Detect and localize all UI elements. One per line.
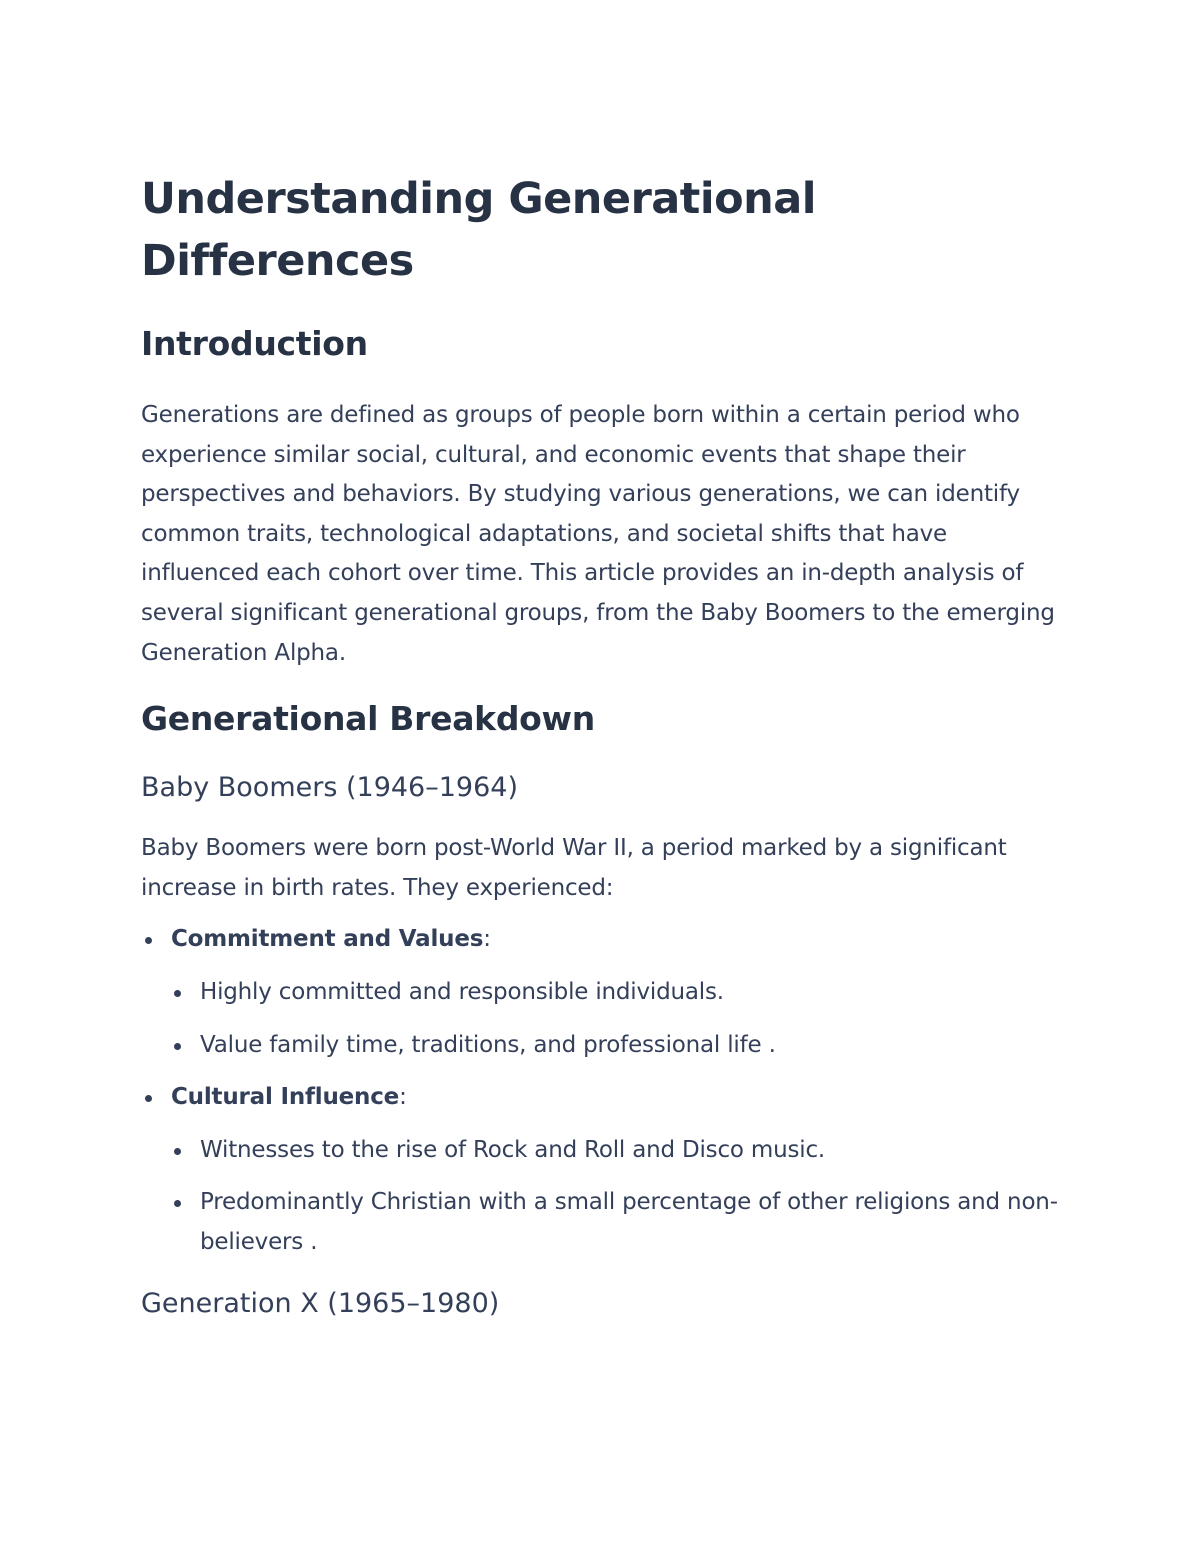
document-title bbox=[141, 168, 1071, 292]
list-item-cultural-influence bbox=[141, 1078, 1071, 1262]
introduction-paragraph: Generations are defined as groups of people born within a certain period who experience similar social, cultural, and economic events that shape their perspectives and behaviors. By studying various generations, we can identify common traits, technological adaptations, and societal shifts that have influenced each cohort over time. This article provides an in-depth analysis of several significant generational groups, from the Baby Boomers to the emerging Generation Alpha. bbox=[141, 402, 1055, 666]
generational-breakdown-heading: Generational Breakdown bbox=[141, 699, 595, 739]
baby-boomers-heading: Baby Boomers (1946–1964) bbox=[141, 772, 518, 804]
baby-boomers-list bbox=[141, 920, 1071, 1262]
list-item-suffix: : bbox=[483, 926, 491, 953]
sub-list-item: Highly committed and responsible individuals. bbox=[171, 973, 1071, 1013]
sub-list-item: Witnesses to the rise of Rock and Roll and Disco music. bbox=[171, 1131, 1071, 1171]
sub-list-item: Value family time, traditions, and professional life . bbox=[171, 1026, 1071, 1066]
generation-x-heading: Generation X (1965–1980) bbox=[141, 1287, 500, 1319]
list-item-label: Commitment and Values bbox=[171, 926, 484, 953]
sub-list bbox=[171, 973, 1071, 1065]
introduction-heading: Introduction bbox=[141, 324, 368, 363]
list-item-commitment-values bbox=[141, 920, 1071, 1065]
document-page bbox=[141, 168, 1071, 1323]
list-item-label: Cultural Influence bbox=[171, 1084, 400, 1111]
title-line-1: Understanding Generational bbox=[141, 174, 816, 224]
sub-list bbox=[171, 1131, 1071, 1263]
baby-boomers-paragraph: Baby Boomers were born post-World War II, a period marked by a significant increase in birth rates. They experienced: bbox=[141, 835, 1007, 901]
list-item-suffix: : bbox=[399, 1084, 407, 1111]
sub-list-item: Predominantly Christian with a small percentage of other religions and non-believers . bbox=[171, 1183, 1071, 1262]
title-line-2: Differences bbox=[141, 236, 414, 286]
